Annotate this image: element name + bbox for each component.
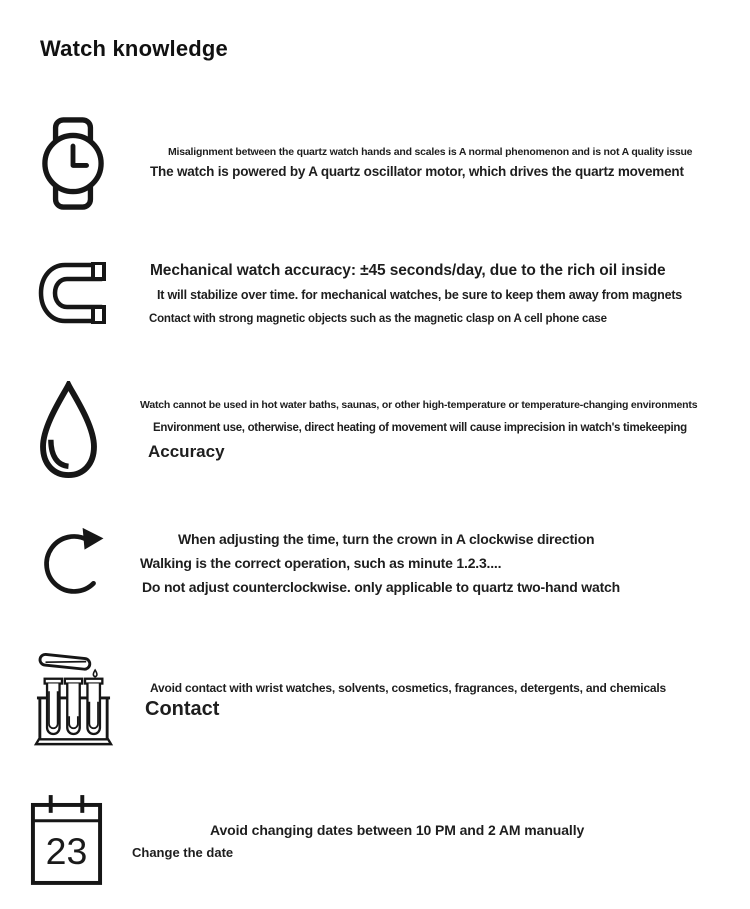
wristwatch-icon [41, 117, 105, 210]
magnet-note-main: Mechanical watch accuracy: ±45 seconds/day, due to the rich oil inside [150, 262, 666, 279]
page-title: Watch knowledge [40, 36, 228, 61]
chemicals-heading: Contact [145, 698, 220, 720]
clockwise-arrow-icon [40, 524, 112, 600]
crown-note-line1: When adjusting the time, turn the crown in A clockwise direction [178, 531, 595, 547]
crown-note-line3: Do not adjust counterclockwise. only applicable to quartz two-hand watch [142, 579, 620, 595]
magnet-note-mid: It will stabilize over time. for mechanical watches, be sure to keep them away from magnets [157, 288, 683, 302]
calendar-icon [28, 792, 105, 887]
test-tubes-icon [33, 647, 114, 747]
temperature-note-heading: Accuracy [148, 442, 225, 461]
temperature-note-small: Watch cannot be used in hot water baths, saunas, or other high-temperature or temperature-changing environments [140, 399, 698, 411]
calendar-day-number: 23 [45, 830, 88, 873]
date-note-main: Avoid changing dates between 10 PM and 2 AM manually [210, 822, 585, 838]
water-drop-icon [38, 381, 99, 479]
quartz-note-small: Misalignment between the quartz watch hands and scales is A normal phenomenon and is not A quality issue [168, 146, 693, 158]
crown-note-line2: Walking is the correct operation, such as minute 1.2.3.... [140, 555, 502, 571]
magnet-note-small: Contact with strong magnetic objects such as the magnetic clasp on A cell phone case [149, 313, 607, 325]
temperature-note-mid: Environment use, otherwise, direct heating of movement will cause imprecision in watch's timekeeping [153, 422, 687, 434]
chemicals-note: Avoid contact with wrist watches, solvents, cosmetics, fragrances, detergents, and chemicals [150, 681, 666, 695]
quartz-note-main: The watch is powered by A quartz oscillator motor, which drives the quartz movement [150, 164, 684, 179]
magnet-icon [38, 262, 106, 324]
date-note-small: Change the date [132, 845, 234, 860]
